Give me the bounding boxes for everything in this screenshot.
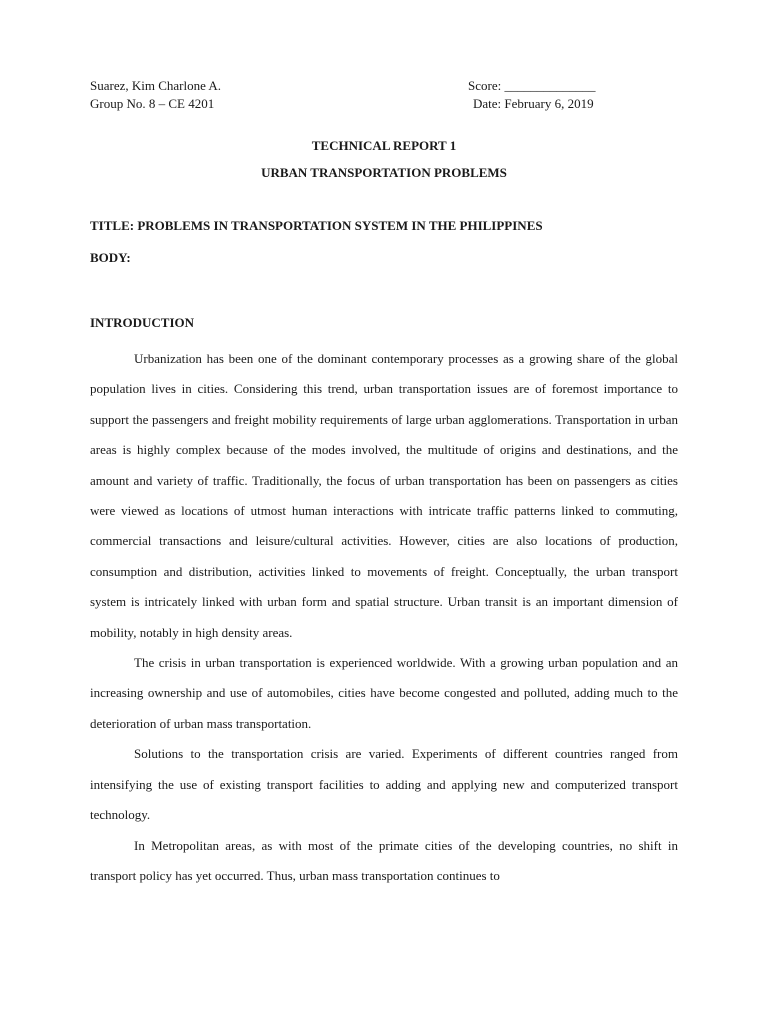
paragraph: In Metropolitan areas, as with most of the primate cities of the developing countries, no shift in transport policy has yet occurred. Thus, urban mass transportation continues to	[90, 837, 678, 883]
report-number: TECHNICAL REPORT 1	[311, 138, 457, 153]
header-row-2	[90, 95, 620, 113]
section-heading-introduction: INTRODUCTION	[90, 315, 195, 330]
paragraph: Solutions to the transportation crisis are varied. Experiments of different countries ranged from intensifying the use of existing transport facilities to adding and applying new and computerized transport technology.	[90, 746, 678, 823]
report-title: TITLE: PROBLEMS IN TRANSPORTATION SYSTEM IN THE PHILIPPINES	[90, 218, 543, 233]
student-name: Suarez, Kim Charlone A.	[90, 78, 222, 93]
report-subject: URBAN TRANSPORTATION PROBLEMS	[261, 165, 507, 180]
body-label: BODY:	[90, 250, 131, 265]
paragraph: Urbanization has been one of the dominant contemporary processes as a growing share of the global population lives in cities. Considering this trend, urban transportation issues are of foremost importance to support the passengers and freight mobility requirements of large urban agglomerations. Transportation in urban areas is highly complex because of the modes involved, the multitude of origins and destinations, and the amount and variety of traffic. Traditionally, the focus of urban transportation has been on passengers as cities were viewed as locations of utmost human interactions with intricate traffic patterns linked to commuting, commercial transactions and leisure/cultural activities. However, cities are also locations of production, consumption and distribution, activities linked to movements of freight. Conceptually, the urban transport system is intricately linked with urban form and spatial structure. Urban transit is an important dimension of mobility, notably in high density areas.	[90, 351, 678, 640]
score-label: Score: ______________	[468, 78, 596, 93]
report-date: Date: February 6, 2019	[473, 96, 594, 111]
group-number: Group No. 8 – CE 4201	[90, 96, 215, 111]
paragraph: The crisis in urban transportation is experienced worldwide. With a growing urban population and an increasing ownership and use of automobiles, cities have become congested and polluted, adding much to the deterioration of urban mass transportation.	[90, 655, 678, 731]
header-row-1	[90, 77, 620, 95]
body-text	[90, 344, 678, 891]
